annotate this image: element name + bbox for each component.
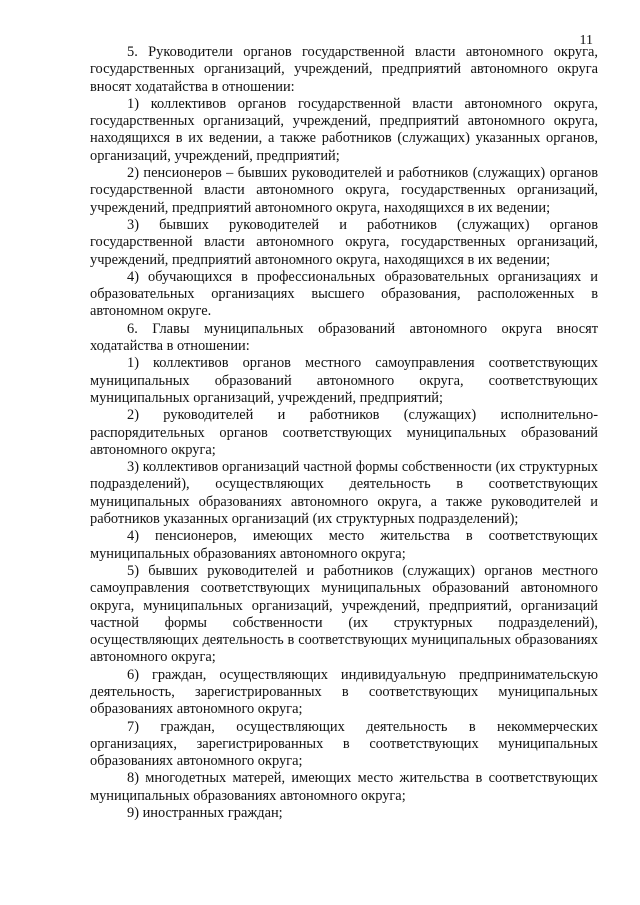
paragraph-6-item-5: 5) бывших руководителей и работников (служащих) органов местного самоуправления соответствующих муниципальных образований автономного округа, муниципальных организаций, учреждений, предприятий, организаций частной формы собственности (их структурных подразделений), осуществляющих деятельность в соответствующих муниципальных образованиях автономного округа; <box>90 562 598 666</box>
paragraph-5-item-2: 2) пенсионеров – бывших руководителей и работников (служащих) органов государственной власти автономного округа, государственных организаций, учреждений, предприятий автономного округа, находящихся в их ведении; <box>90 165 598 216</box>
paragraph-6-item-3: 3) коллективов организаций частной формы собственности (их структурных подразделений), осуществляющих деятельность в соответствующих муниципальных образованиях автономного округа, а также руководителей и работников указанных организаций (их структурных подразделений); <box>90 459 598 528</box>
paragraph-5-item-4: 4) обучающихся в профессиональных образовательных организациях и образовательных организациях высшего образования, расположенных в автономном округе. <box>90 268 598 320</box>
paragraph-6-item-9: 9) иностранных граждан; <box>127 805 283 822</box>
document-body <box>90 44 598 822</box>
paragraph-6-item-1: 1) коллективов органов местного самоуправления соответствующих муниципальных образований автономного округа, соответствующих муниципальных организаций, учреждений, предприятий; <box>90 355 598 406</box>
paragraph-5-item-1: 1) коллективов органов государственной власти автономного округа, государственных организаций, учреждений, предприятий автономного округа, находящихся в их ведении, а также работников (служащих) указанных органов, организаций, учреждений, предприятий; <box>90 95 598 164</box>
paragraph-section-6: 6. Главы муниципальных образований автономного округа вносят ходатайства в отношении: <box>90 320 598 355</box>
paragraph-6-item-7: 7) граждан, осуществляющих деятельность в некоммерческих организациях, зарегистрированных в соответствующих муниципальных образованиях автономного округа; <box>90 718 598 770</box>
paragraph-6-item-8: 8) многодетных матерей, имеющих место жительства в соответствующих муниципальных образованиях автономного округа; <box>90 770 598 804</box>
paragraph-5-item-3: 3) бывших руководителей и работников (служащих) органов государственной власти автономного округа, государственных организаций, учреждений, предприятий автономного округа, находящихся в их ведении; <box>90 216 598 268</box>
paragraph-6-item-4: 4) пенсионеров, имеющих место жительства в соответствующих муниципальных образованиях автономного округа; <box>90 528 598 562</box>
paragraph-section-5: 5. Руководители органов государственной власти автономного округа, государственных организаций, учреждений, предприятий автономного округа вносят ходатайства в отношении: <box>90 44 598 95</box>
page-number: 11 <box>579 33 593 48</box>
paragraph-6-item-6: 6) граждан, осуществляющих индивидуальную предпринимательскую деятельность, зарегистрированных в соответствующих муниципальных образованиях автономного округа; <box>90 666 598 718</box>
paragraph-6-item-2: 2) руководителей и работников (служащих) исполнительно-распорядительных органов соответствующих муниципальных образований автономного округа; <box>90 407 598 458</box>
